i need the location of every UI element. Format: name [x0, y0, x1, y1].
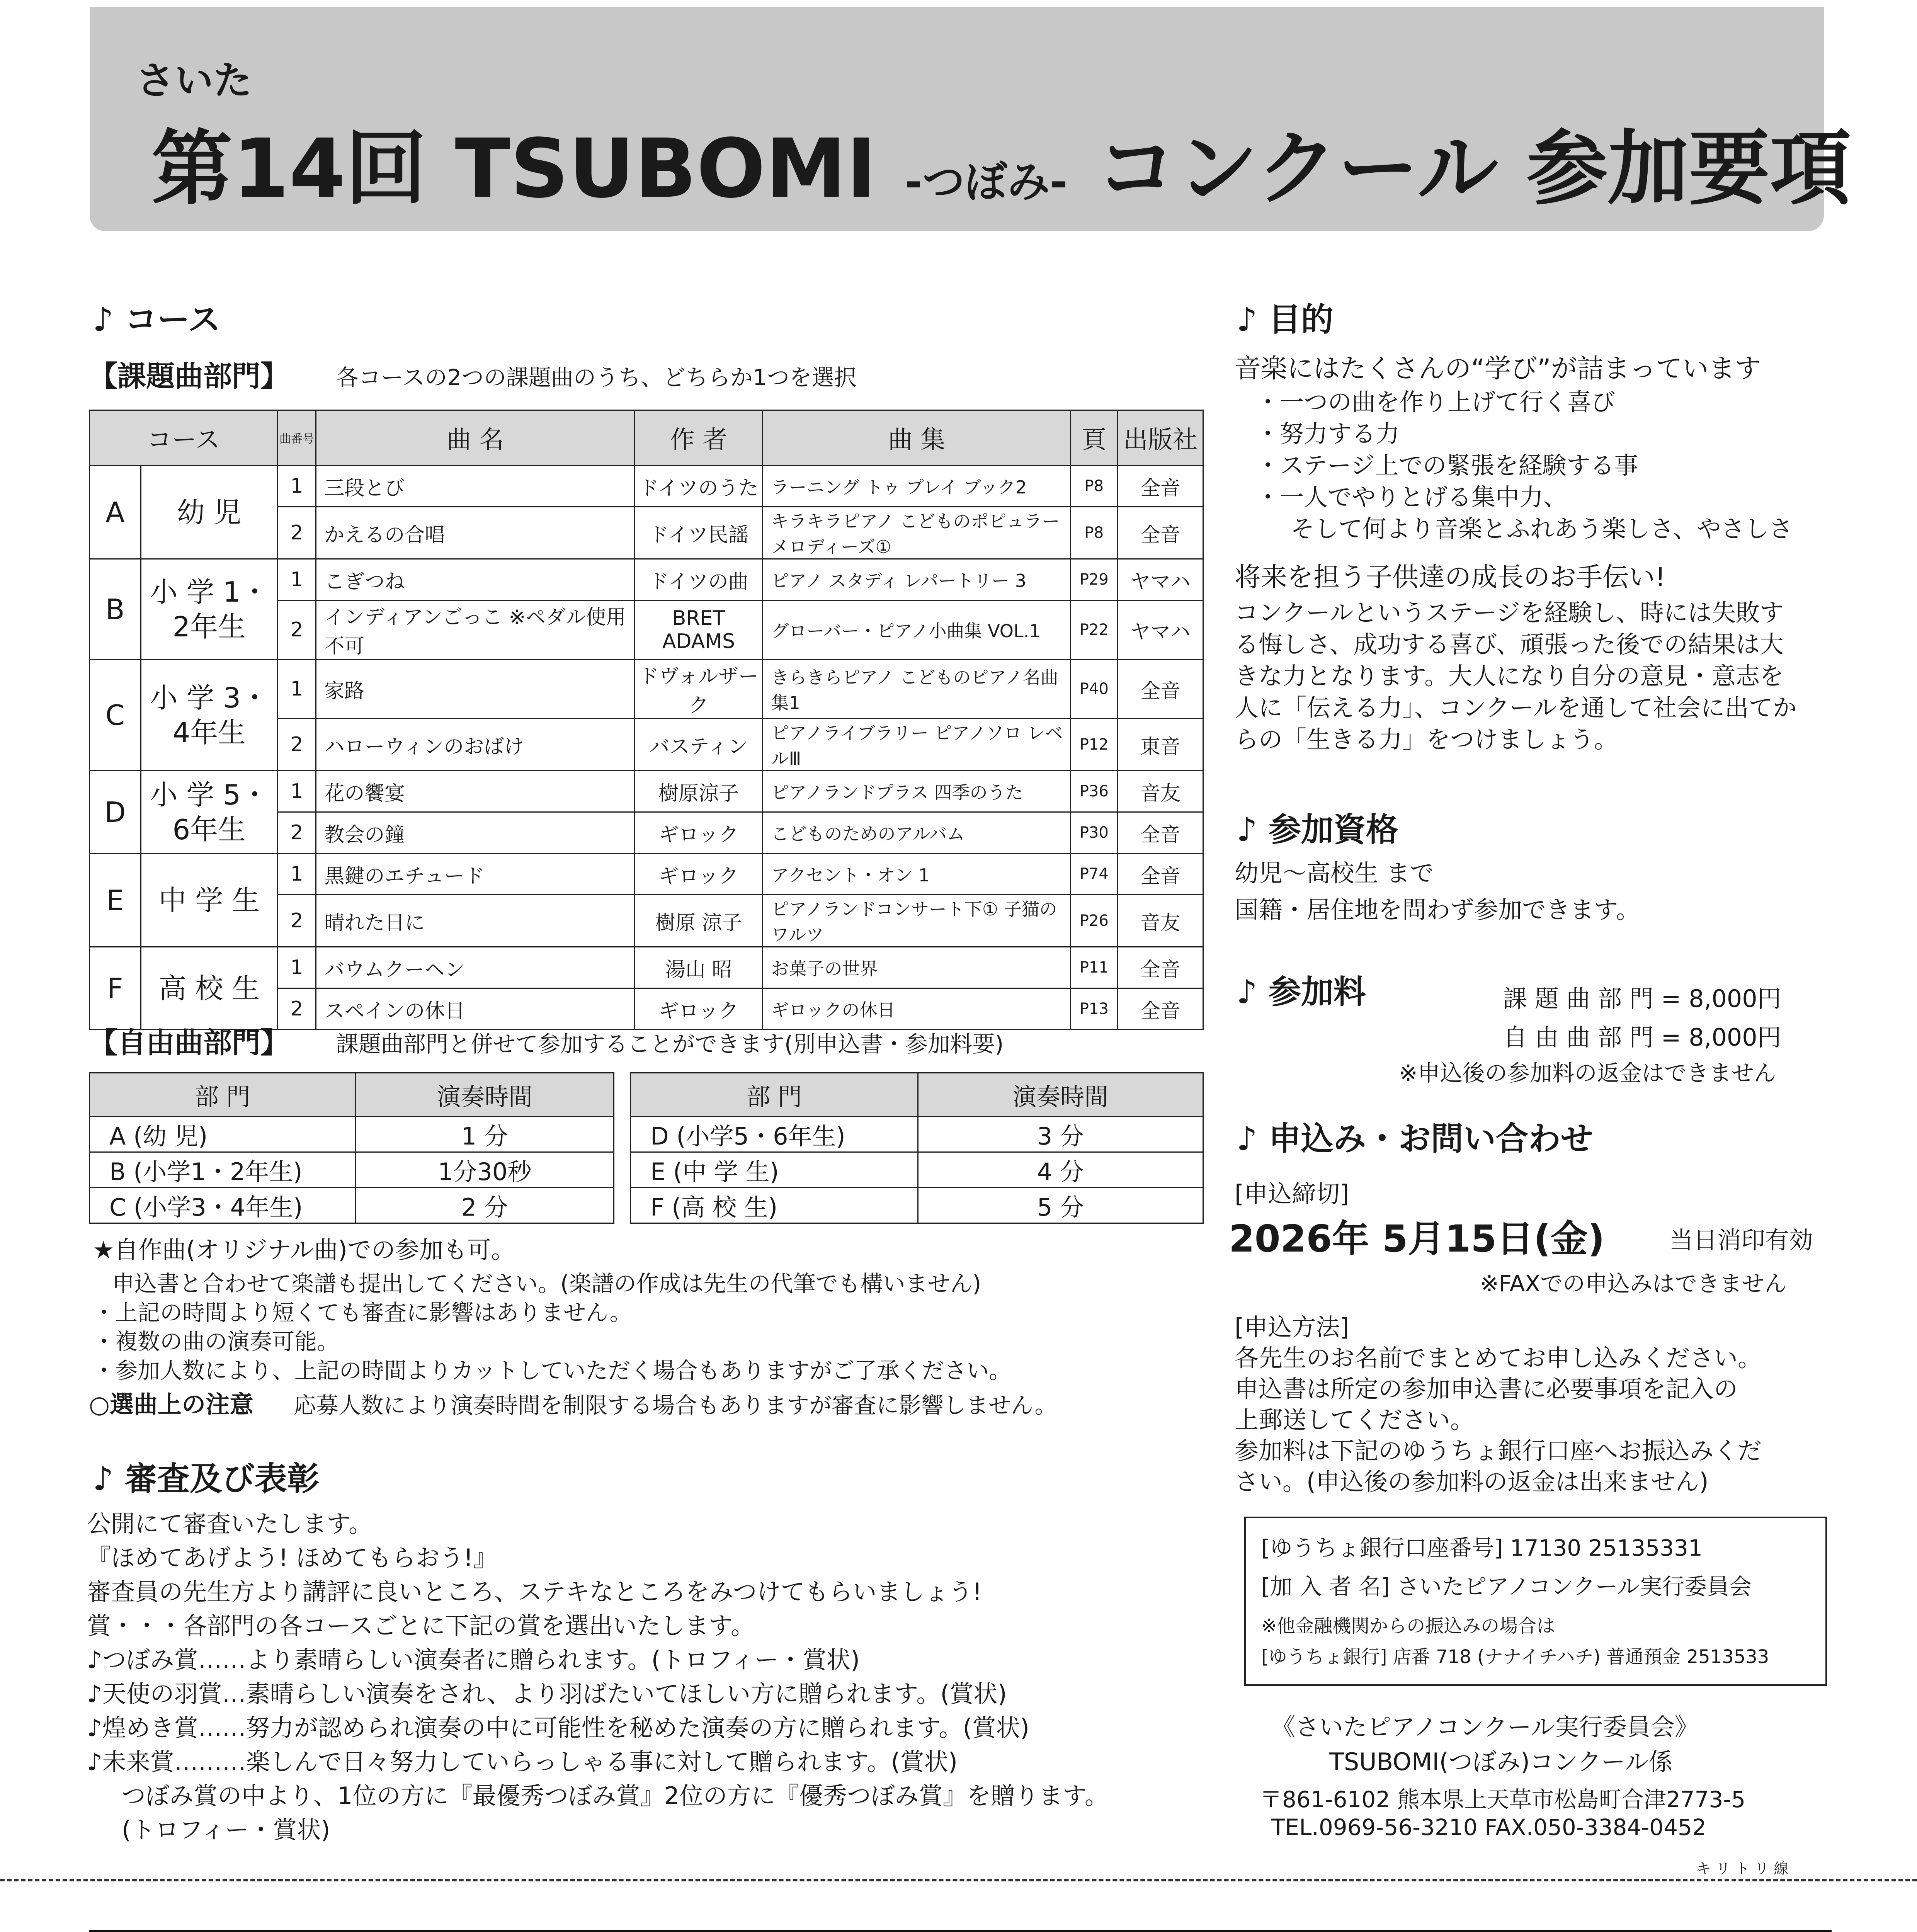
song-composer: ドイツの曲: [634, 559, 763, 600]
song-page: P36: [1070, 771, 1118, 812]
song-composer: ドイツのうた: [634, 466, 763, 507]
kadai-label: 【課題曲部門】: [89, 360, 289, 393]
eligibility-heading: ♪ 参加資格: [1237, 811, 1398, 849]
song-page: P74: [1070, 854, 1118, 895]
song-number: 2: [277, 719, 316, 771]
song-composer: バスティン: [634, 719, 763, 771]
kadai-note: 各コースの2つの課題曲のうち、どちらか1つを選択: [336, 364, 857, 391]
text-line: (トロフィー・賞状): [122, 1816, 330, 1844]
song-title: バウムクーヘン: [316, 947, 634, 988]
song-book: ギロックの休日: [763, 988, 1071, 1030]
free-note-5: ・参加人数により、上記の時間よりカットしていただく場合もありますがご了承ください。: [93, 1357, 1012, 1384]
song-composer: 湯山 昭: [634, 947, 763, 988]
song-page: P30: [1070, 812, 1118, 854]
free-row: [90, 1152, 614, 1188]
text-line: ♪つぼみ賞……より素晴らしい演奏者に贈られます。(トロフィー・賞状): [87, 1646, 860, 1674]
song-composer: 樹原涼子: [634, 771, 763, 812]
judge-text: [87, 1507, 1109, 1847]
purpose-lead: 音楽にはたくさんの“学び”が詰まっています: [1235, 354, 1761, 384]
deadline-date: 2026年 5月15日(金): [1229, 1217, 1605, 1260]
song-book: ラーニング トゥ プレイ ブック2: [763, 466, 1071, 507]
course-name: 小 学 5・6年生: [141, 771, 277, 854]
song-title: かえるの合唱: [316, 507, 634, 559]
free-row: [631, 1188, 1203, 1223]
song-page: P8: [1070, 466, 1118, 507]
text-line: 人に「伝える力」、コンクールを通して社会に出てか: [1235, 694, 1797, 722]
course-heading: ♪ コース: [93, 301, 221, 338]
free-division: E (中 学 生): [631, 1152, 918, 1188]
song-number: 2: [277, 600, 316, 660]
table-row: [90, 854, 1203, 895]
song-book: お菓子の世界: [763, 947, 1071, 988]
course-name: 小 学 3・4年生: [141, 660, 277, 771]
free-col-division: 部 門: [631, 1073, 918, 1117]
free-col-time: 演奏時間: [918, 1073, 1203, 1117]
purpose-paragraph: [1235, 597, 1797, 755]
song-title: 家路: [316, 660, 634, 719]
song-composer: 樹原 涼子: [634, 895, 763, 947]
song-title: スペインの休日: [316, 988, 634, 1030]
song-book: ピアノランドプラス 四季のうた: [763, 771, 1071, 812]
course-letter: B: [90, 559, 141, 660]
method-text: [1235, 1343, 1762, 1497]
course-letter: F: [90, 947, 141, 1030]
free-label: 【自由曲部門】: [89, 1026, 289, 1060]
cut-line: [0, 1879, 1917, 1881]
song-page: P8: [1070, 507, 1118, 559]
org-dept: TSUBOMI(つぼみ)コンクール係: [1329, 1748, 1673, 1776]
bank-box: [1244, 1517, 1827, 1686]
fax-note: ※FAXでの申込みはできません: [1480, 1270, 1787, 1297]
text-line: 審査員の先生方より講評に良いところ、ステキなところをみつけてもらいましょう!: [87, 1578, 982, 1606]
song-number: 2: [277, 895, 316, 947]
song-publisher: 全音: [1118, 660, 1203, 719]
song-title: 晴れた日に: [316, 895, 634, 947]
course-letter: D: [90, 771, 141, 854]
free-division: B (小学1・2年生): [90, 1152, 356, 1188]
text-line: 賞・・・各部門の各コースごとに下記の賞を選出いたします。: [87, 1612, 755, 1640]
text-line: 上郵送してください。: [1235, 1406, 1475, 1434]
song-page: P26: [1070, 895, 1118, 947]
free-division: A (幼 児): [90, 1117, 356, 1152]
song-number: 2: [277, 988, 316, 1030]
course-letter: A: [90, 466, 141, 559]
song-book: グローバー・ピアノ小曲集 VOL.1: [763, 600, 1071, 660]
free-note-1: ★自作曲(オリジナル曲)での参加も可。: [93, 1236, 515, 1264]
song-book: キラキラピアノ こどものポピュラーメロディーズ①: [763, 507, 1071, 559]
song-page: P29: [1070, 559, 1118, 600]
text-line: ・ステージ上での緊張を経験する事: [1256, 451, 1638, 480]
song-publisher: 音友: [1118, 771, 1203, 812]
course-letter: E: [90, 854, 141, 947]
song-number: 1: [277, 660, 316, 719]
free-time: 5 分: [918, 1188, 1203, 1223]
banner-subtitle: さいた: [136, 58, 252, 103]
text-line: つぼみ賞の中より、1位の方に『最優秀つぼみ賞』2位の方に『優秀つぼみ賞』を贈ります。: [122, 1782, 1109, 1810]
free-table-right: [630, 1072, 1204, 1224]
song-number: 1: [277, 854, 316, 895]
song-publisher: 東音: [1118, 719, 1203, 771]
song-page: P22: [1070, 600, 1118, 660]
song-book: アクセント・オン 1: [763, 854, 1071, 895]
title-banner: [90, 7, 1851, 231]
free-table-left: [89, 1072, 614, 1224]
text-line: コンクールというステージを経験し、時には失敗す: [1235, 599, 1784, 627]
song-number: 1: [277, 771, 316, 812]
col-course: コース: [90, 410, 278, 466]
bank-account: [ゆうちょ銀行口座番号] 17130 25135331: [1261, 1535, 1703, 1561]
col-page: 頁: [1070, 410, 1118, 466]
text-line: らの「生きる力」をつけましょう。: [1235, 725, 1618, 753]
free-col-division: 部 門: [90, 1073, 356, 1117]
col-publisher: 出版社: [1118, 410, 1203, 466]
song-publisher: 音友: [1118, 895, 1203, 947]
text-line: ♪煌めき賞……努力が認められ演奏の中に可能性を秘めた演奏の方に贈られます。(賞状): [87, 1714, 1029, 1742]
song-page: P12: [1070, 719, 1118, 771]
text-line: そして何より音楽とふれあう楽しさ、やさしさ: [1291, 515, 1793, 543]
page-title: 第14回 TSUBOMI -つぼみ- コンクール 参加要項: [151, 121, 1851, 216]
song-composer: BRET ADAMS: [634, 600, 763, 660]
course-name: 幼 児: [141, 466, 277, 559]
table-row: [90, 466, 1203, 507]
song-title: インディアンごっこ ※ペダル使用不可: [316, 600, 634, 660]
song-number: 1: [277, 466, 316, 507]
song-publisher: ヤマハ: [1118, 600, 1203, 660]
free-time: 4 分: [918, 1152, 1203, 1188]
text-line: ♪未来賞………楽しんで日々努力していらっしゃる事に対して贈られます。(賞状): [87, 1748, 958, 1776]
song-composer: ギロック: [634, 812, 763, 854]
col-book: 曲 集: [763, 410, 1071, 466]
form-header: [89, 1930, 1832, 1932]
text-line: さい。(申込後の参加料の返金は出来ません): [1235, 1468, 1709, 1496]
purpose-heading: ♪ 目的: [1237, 301, 1334, 338]
apply-heading: ♪ 申込み・お問い合わせ: [1237, 1120, 1593, 1158]
bank-note: ※他金融機関からの振込みの場合は: [1261, 1615, 1555, 1637]
caution-label: ○選曲上の注意: [89, 1390, 254, 1418]
text-line: 申込書は所定の参加申込書に必要事項を記入の: [1235, 1375, 1738, 1403]
song-title: こぎつね: [316, 559, 634, 600]
col-no: 曲番号: [277, 410, 316, 466]
fee-jiyu: 自 由 曲 部 門 = 8,000円: [1503, 1023, 1781, 1051]
free-note-2: 申込書と合わせて楽譜も提出してください。(楽譜の作成は先生の代筆でも構いません): [112, 1270, 981, 1297]
song-number: 1: [277, 947, 316, 988]
song-page: P40: [1070, 660, 1118, 719]
free-time: 3 分: [918, 1117, 1203, 1152]
song-number: 2: [277, 507, 316, 559]
text-line: 各先生のお名前でまとめてお申し込みください。: [1235, 1344, 1762, 1372]
text-line: ・一人でやりとげる集中力、: [1256, 483, 1568, 511]
judge-heading: ♪ 審査及び表彰: [93, 1460, 320, 1498]
course-name: 小 学 1・2年生: [141, 559, 277, 660]
table-row: [90, 771, 1203, 812]
fee-kadai: 課 題 曲 部 門 = 8,000円: [1503, 985, 1781, 1013]
free-division: D (小学5・6年生): [631, 1117, 918, 1152]
eligibility-line-1: 幼児〜高校生 まで: [1235, 859, 1434, 887]
song-page: P13: [1070, 988, 1118, 1030]
free-time: 1分30秒: [356, 1152, 614, 1188]
song-composer: ドイツ民謡: [634, 507, 763, 559]
text-line: 『ほめてあげよう! ほめてもらおう!』: [87, 1544, 497, 1572]
free-row: [631, 1152, 1203, 1188]
text-line: 公開にて審査いたします。: [87, 1510, 373, 1538]
song-title: 教会の鐘: [316, 812, 634, 854]
course-name: 高 校 生: [141, 947, 277, 1030]
song-publisher: 全音: [1118, 507, 1203, 559]
org-address: 〒861-6102 熊本県上天草市松島町合津2773-5: [1260, 1786, 1746, 1813]
song-book: こどものためのアルバム: [763, 812, 1071, 854]
song-title: 花の饗宴: [316, 771, 634, 812]
song-composer: ドヴォルザーク: [634, 660, 763, 719]
free-division: C (小学3・4年生): [90, 1188, 356, 1223]
song-page: P11: [1070, 947, 1118, 988]
caution-text: 応募人数により演奏時間を制限する場合もありますが審査に影響しません。: [294, 1392, 1057, 1418]
eligibility-line-2: 国籍・居住地を問わず参加できます。: [1235, 896, 1640, 924]
table-row: [90, 947, 1203, 988]
deadline-note: 当日消印有効: [1669, 1226, 1813, 1254]
song-publisher: 全音: [1118, 466, 1203, 507]
song-composer: ギロック: [634, 854, 763, 895]
bank-other: [ゆうちょ銀行] 店番 718 (ナナイチハチ) 普通預金 2513533: [1261, 1646, 1769, 1668]
table-row: [90, 559, 1203, 600]
course-table: [89, 410, 1204, 1030]
song-publisher: 全音: [1118, 947, 1203, 988]
fee-heading: ♪ 参加料: [1237, 973, 1366, 1011]
deadline-label: [申込締切]: [1235, 1180, 1349, 1208]
org-contact: TEL.0969-56-3210 FAX.050-3384-0452: [1271, 1814, 1706, 1840]
song-title: 三段とび: [316, 466, 634, 507]
text-line: きな力となります。大人になり自分の意見・意志を: [1235, 662, 1784, 690]
method-label: [申込方法]: [1235, 1313, 1349, 1341]
free-time: 2 分: [356, 1188, 614, 1223]
purpose-list: [1256, 386, 1793, 545]
free-row: [631, 1117, 1203, 1152]
free-division: F (高 校 生): [631, 1188, 918, 1223]
fee-note: ※申込後の参加料の返金はできません: [1399, 1060, 1776, 1086]
free-col-time: 演奏時間: [356, 1073, 614, 1117]
free-time: 1 分: [356, 1117, 614, 1152]
text-line: 参加料は下記のゆうちょ銀行口座へお振込みくだ: [1235, 1437, 1762, 1465]
bank-holder: [加 入 者 名] さいたピアノコンクール実行委員会: [1261, 1573, 1752, 1600]
song-book: ピアノ スタディ レパートリー 3: [763, 559, 1071, 600]
col-composer: 作 者: [634, 410, 763, 466]
course-name: 中 学 生: [141, 854, 277, 947]
text-line: る悔しさ、成功する喜び、頑張った後での結果は大: [1235, 630, 1784, 658]
free-note-3: ・上記の時間より短くても審査に影響はありません。: [93, 1299, 632, 1326]
text-line: ・努力する力: [1256, 420, 1400, 448]
song-number: 1: [277, 559, 316, 600]
song-title: 黒鍵のエチュード: [316, 854, 634, 895]
song-book: ピアノランドコンサート下① 子猫のワルツ: [763, 895, 1071, 947]
song-title: ハローウィンのおばけ: [316, 719, 634, 771]
free-row: [90, 1117, 614, 1152]
song-publisher: 全音: [1118, 812, 1203, 854]
song-composer: ギロック: [634, 988, 763, 1030]
cut-label: キ リ ト リ 線: [1696, 1860, 1789, 1877]
free-row: [90, 1188, 614, 1223]
song-book: ピアノライブラリー ピアノソロ レベルⅢ: [763, 719, 1071, 771]
table-row: [90, 660, 1203, 719]
text-line: ♪天使の羽賞…素晴らしい演奏をされ、より羽ばたいてほしい方に贈られます。(賞状): [87, 1680, 1007, 1708]
song-publisher: 全音: [1118, 854, 1203, 895]
song-number: 2: [277, 812, 316, 854]
song-publisher: 全音: [1118, 988, 1203, 1030]
purpose-lead2: 将来を担う子供達の成長のお手伝い!: [1235, 562, 1666, 593]
course-letter: C: [90, 660, 141, 771]
text-line: ・一つの曲を作り上げて行く喜び: [1256, 388, 1616, 416]
song-publisher: ヤマハ: [1118, 559, 1203, 600]
col-title: 曲 名: [316, 410, 634, 466]
song-book: きらきらピアノ こどものピアノ名曲集1: [763, 660, 1071, 719]
free-note-4: ・複数の曲の演奏可能。: [93, 1328, 340, 1355]
org-name: 《さいたピアノコンクール実行委員会》: [1271, 1713, 1699, 1741]
free-note: 課題曲部門と併せて参加することができます(別申込書・参加料要): [336, 1031, 1004, 1057]
